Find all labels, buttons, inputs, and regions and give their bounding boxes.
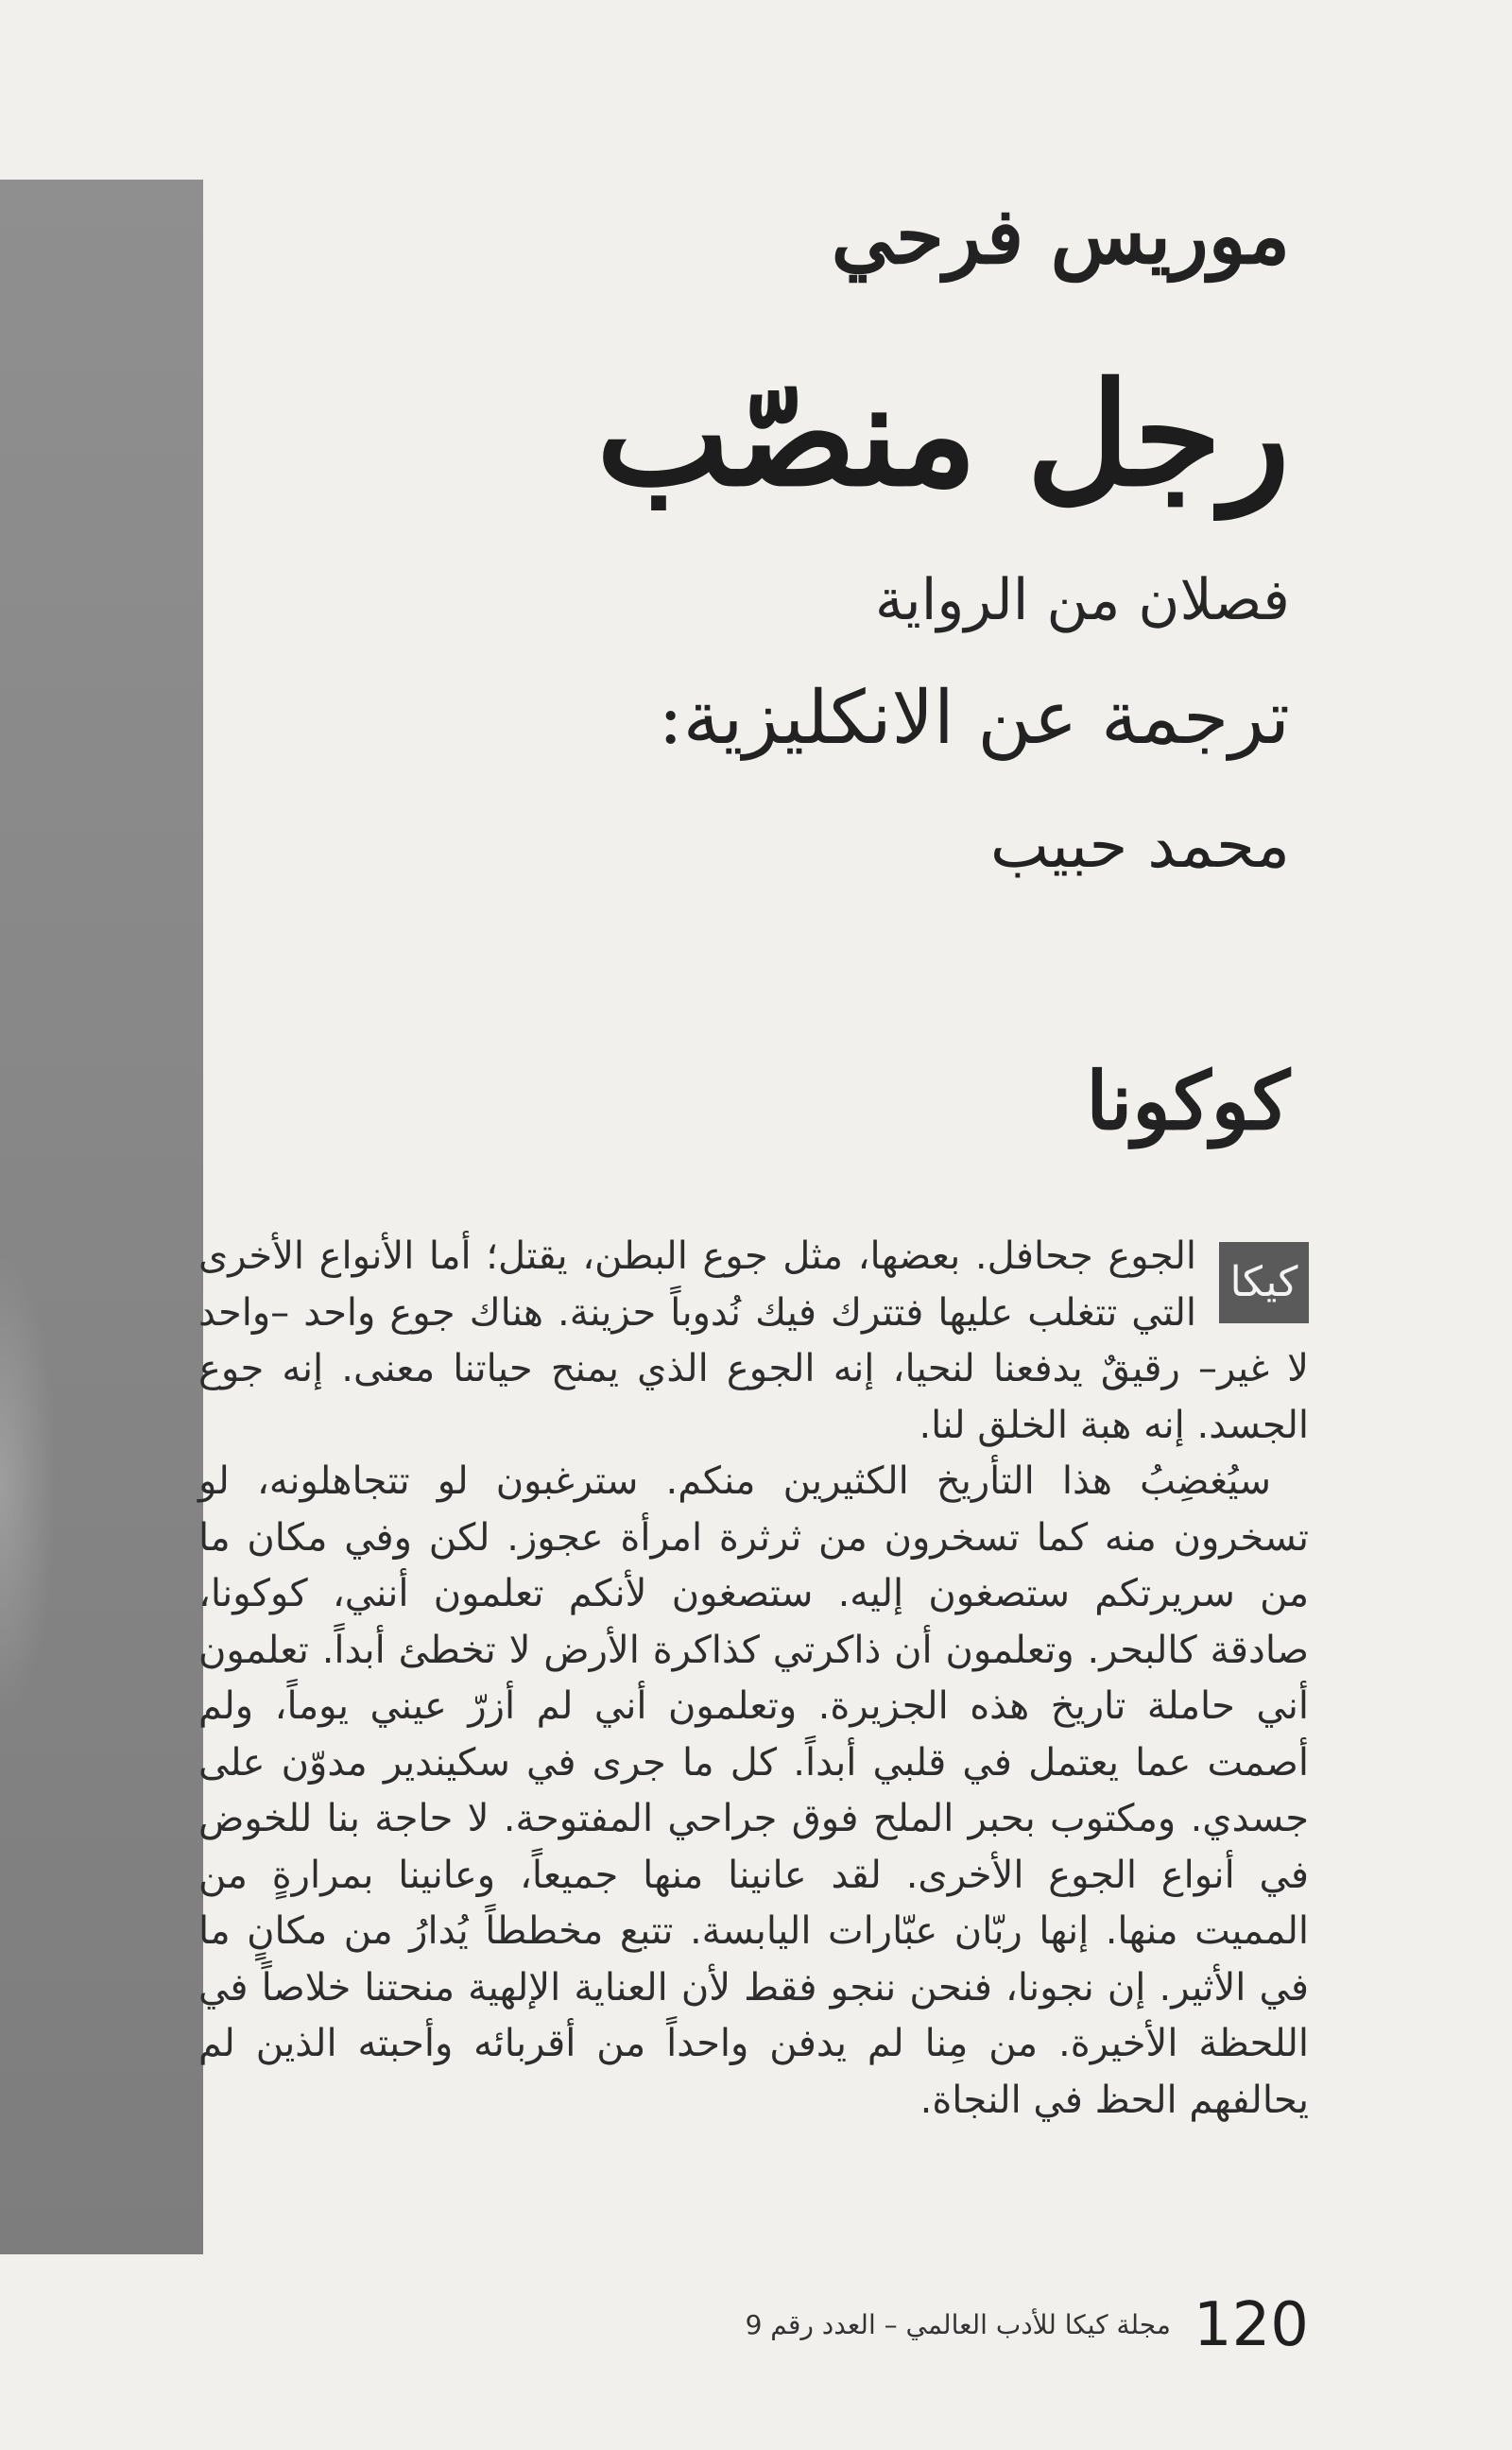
- page-footer: [746, 2287, 1309, 2363]
- body-paragraph-1: [198, 1229, 1309, 1454]
- article-title: رجل منصّب: [596, 352, 1290, 518]
- magazine-caption: مجلة كيكا للأدب العالمي – العدد رقم 9: [745, 2309, 1171, 2340]
- page-number: 120: [1193, 2290, 1309, 2360]
- body-paragraph-2: سيُغضِبُ هذا التأريخ الكثيرين منكم. سترغبون لو تتجاهلونه، لو تسخرون منه كما تسخرون من ثرثرة امرأة عجوز. لكن وفي مكان ما من سريرتكم ستصغون إليه. ستصغون لأنكم تعلمون أنني، كوكونا، صادقة كالبحر. وتعلمون أن ذاكرتي كذاكرة الأرض لا تخطئ أبداً. تعلمون أني حاملة تاريخ هذه الجزيرة. وتعلمون أني لم أزرّ عيني يوماً، ولم أصمت عما يعتمل في قلبي أبداً. كل ما جرى في سكيندير مدوّن على جسدي. ومكتوب بحبر الملح فوق جراحي المفتوحة. لا حاجة بنا للخوض في أنواع الجوع الأخرى. لقد عانينا منها جميعاً، وعانينا بمرارةٍ من المميت منها. إنها ربّان عبّارات اليابسة. تتبع مخططاً يُدارُ من مكانٍ ما في الأثير. إن نجونا، فنحن ننجو فقط لأن العناية الإلهية منحتنا خلاصاً في اللحظة الأخيرة. من مِنا لم يدفن واحداً من أقربائه وأحبته الذين لم يحالفهم الحظ في النجاة.: [198, 1459, 1309, 2122]
- kika-logo-badge: كيكا: [1219, 1242, 1309, 1323]
- gray-side-bar: [0, 180, 203, 2254]
- article-body: [198, 1229, 1309, 2129]
- section-heading: كوكونا: [1086, 1054, 1290, 1147]
- paragraph-1-text: الجوع جحافل. بعضها، مثل جوع البطن، يقتل؛ أما الأنواع الأخرى التي تتغلب عليها فتترك فيك نُدوباً حزينة. هناك جوع واحد –واحد لا غير– رقيقٌ يدفعنا لنحيا، إنه الجوع الذي يمنح حياتنا معنى. إنه جوع الجسد. إنه هبة الخلق لنا.: [198, 1234, 1309, 1447]
- translation-label: ترجمة عن الانكليزية:: [658, 676, 1290, 761]
- article-subtitle: فصلان من الرواية: [874, 567, 1290, 633]
- author-name: موريس فرحي: [831, 191, 1290, 282]
- translator-name: محمد حبيب: [989, 809, 1290, 882]
